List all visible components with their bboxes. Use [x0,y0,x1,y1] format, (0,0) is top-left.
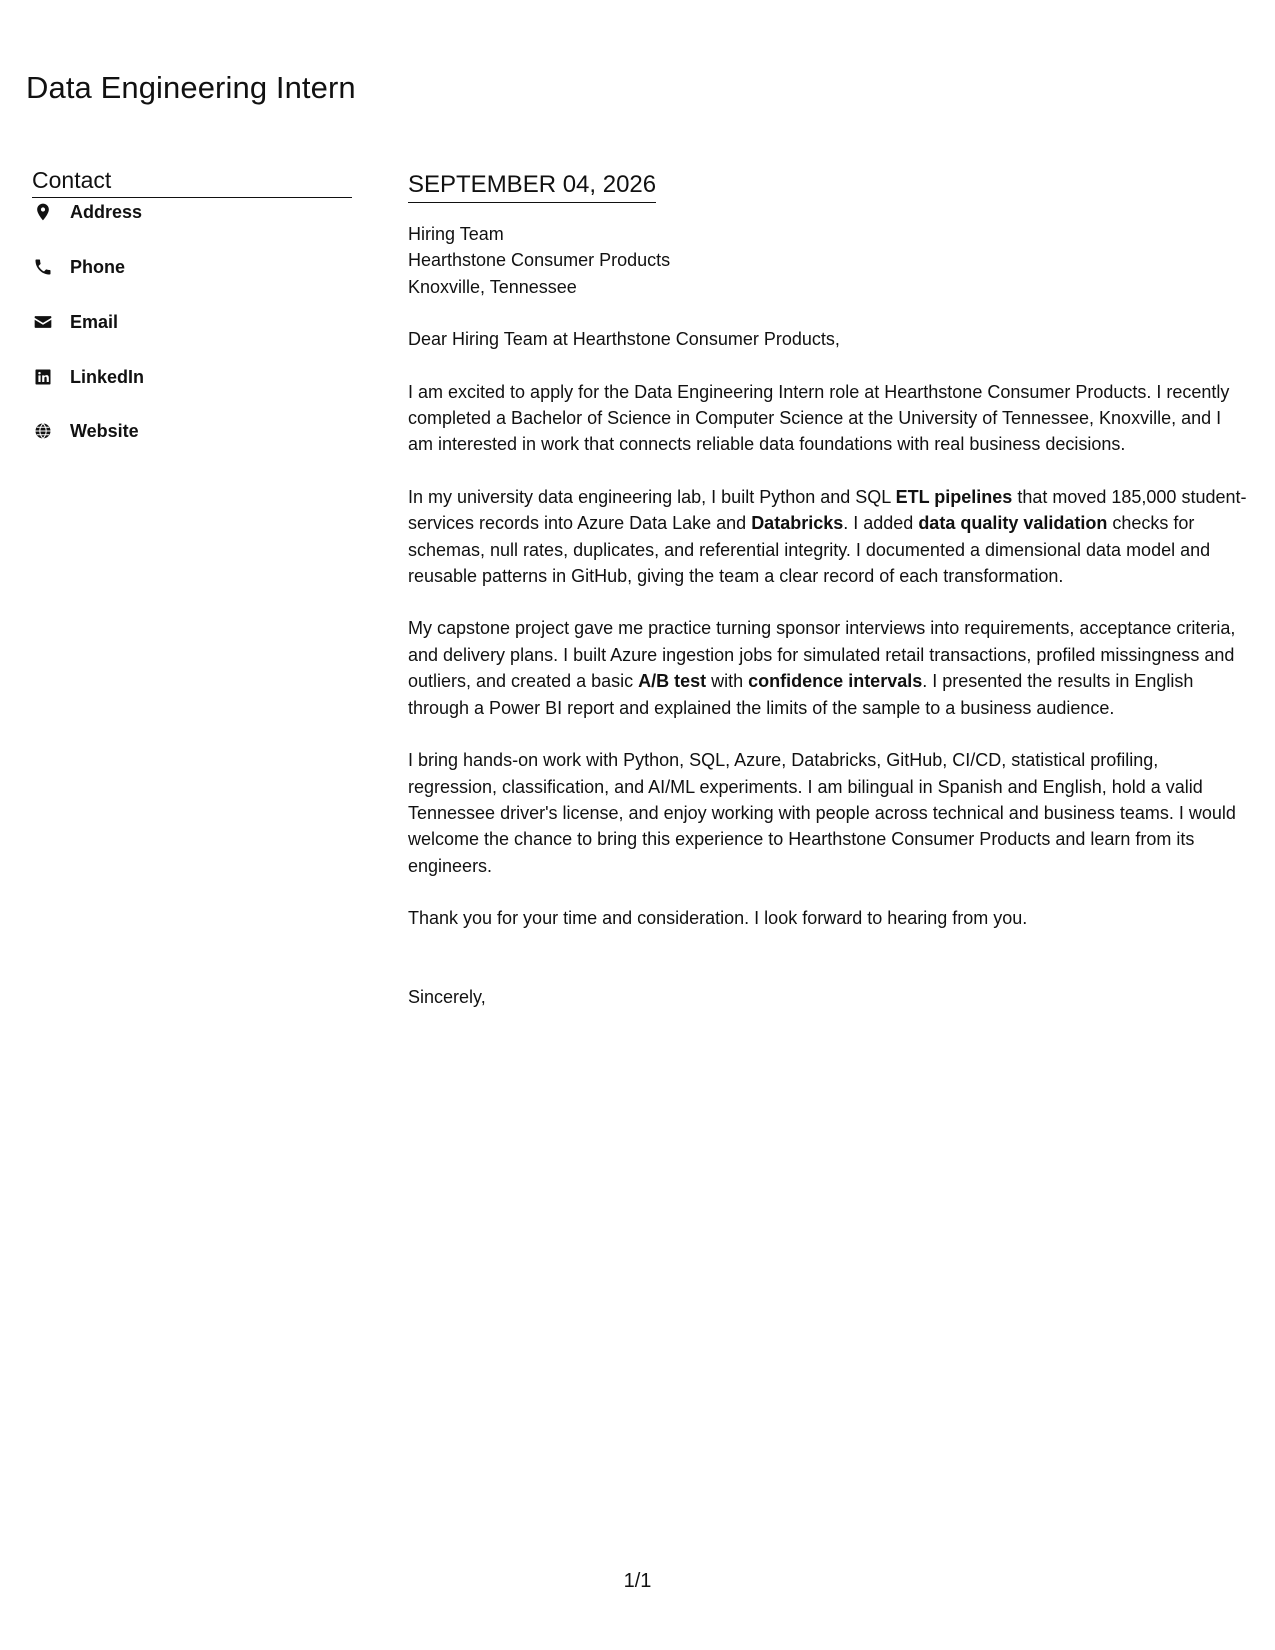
paragraph-3-text: . I presented the results in English through a Power BI report and explained the limits of the sample to a business audience. [408,671,1194,718]
contact-heading: Contact [32,165,352,198]
contact-item-address[interactable] [32,199,142,225]
linkedin-icon [32,366,54,388]
contact-item-website[interactable] [32,418,139,444]
phone-icon [32,256,54,278]
keyword-databricks: Databricks [751,513,844,534]
contact-label-phone: Phone [70,256,126,277]
recipient-company: Hearthstone Consumer Products [408,250,671,271]
recipient-block [408,221,1250,300]
salutation: Dear Hiring Team at Hearthstone Consumer Products, [408,329,840,350]
contact-label-linkedin: LinkedIn [70,366,145,387]
recipient-location: Knoxville, Tennessee [408,276,577,297]
envelope-icon [32,311,54,333]
paragraph-3-text: with [706,671,749,692]
paragraph-5: Thank you for your time and consideration. I look forward to hearing from you. [408,908,1028,929]
letter-body [408,170,1250,1010]
keyword-ab-test: A/B test [638,671,707,692]
paragraph-3 [408,615,1250,721]
contact-sidebar [32,165,352,441]
closing: Sincerely, [408,986,486,1007]
keyword-confidence-intervals: confidence intervals [748,671,923,692]
globe-icon [32,420,54,442]
contact-label-email: Email [70,311,119,332]
letter-date: SEPTEMBER 04, 2026 [408,170,656,203]
paragraph-2 [408,484,1250,590]
keyword-etl-pipelines: ETL pipelines [895,486,1013,507]
contact-item-linkedin[interactable] [32,364,144,390]
document-title: Data Engineering Intern [26,70,356,105]
paragraph-2-text: that moved 185,000 student-services records into Azure Data Lake and [408,486,1247,534]
paragraph-2-text: checks for schemas, null rates, duplicates, and referential integrity. I documented a dimensional data model and reusable patterns in GitHub, giving the team a clear record of each transformation. [408,513,1211,587]
keyword-data-quality-validation: data quality validation [918,513,1108,534]
paragraph-2-text: . I added [843,513,919,534]
map-pin-icon [32,201,54,223]
paragraph-4: I bring hands-on work with Python, SQL, Azure, Databricks, GitHub, CI/CD, statistical profiling, regression, classification, and AI/ML experiments. I am bilingual in Spanish and English, hold a valid Tennessee driver's license, and enjoy working with people across technical and business teams. I would welcome the chance to bring this experience to Hearthstone Consumer Products and learn from its engineers. [408,750,1236,876]
contact-label-address: Address [70,201,143,222]
contact-item-phone[interactable] [32,254,125,280]
page-number: 1/1 [623,1570,652,1592]
recipient-name: Hiring Team [408,224,504,244]
contact-item-email[interactable] [32,309,118,335]
paragraph-1: I am excited to apply for the Data Engineering Intern role at Hearthstone Consumer Products. I recently completed a Bachelor of Science in Computer Science at the University of Tennessee, Knoxville, and I am interested in work that connects reliable data foundations with real business decisions. [408,381,1230,455]
paragraph-3-text: My capstone project gave me practice turning sponsor interviews into requirements, acceptance criteria, and delivery plans. I built Azure ingestion jobs for simulated retail transactions, profiled missingness and outliers, and created a basic [408,618,1236,692]
paragraph-2-text: In my university data engineering lab, I built Python and SQL [408,486,896,507]
contact-label-website: Website [70,420,139,441]
